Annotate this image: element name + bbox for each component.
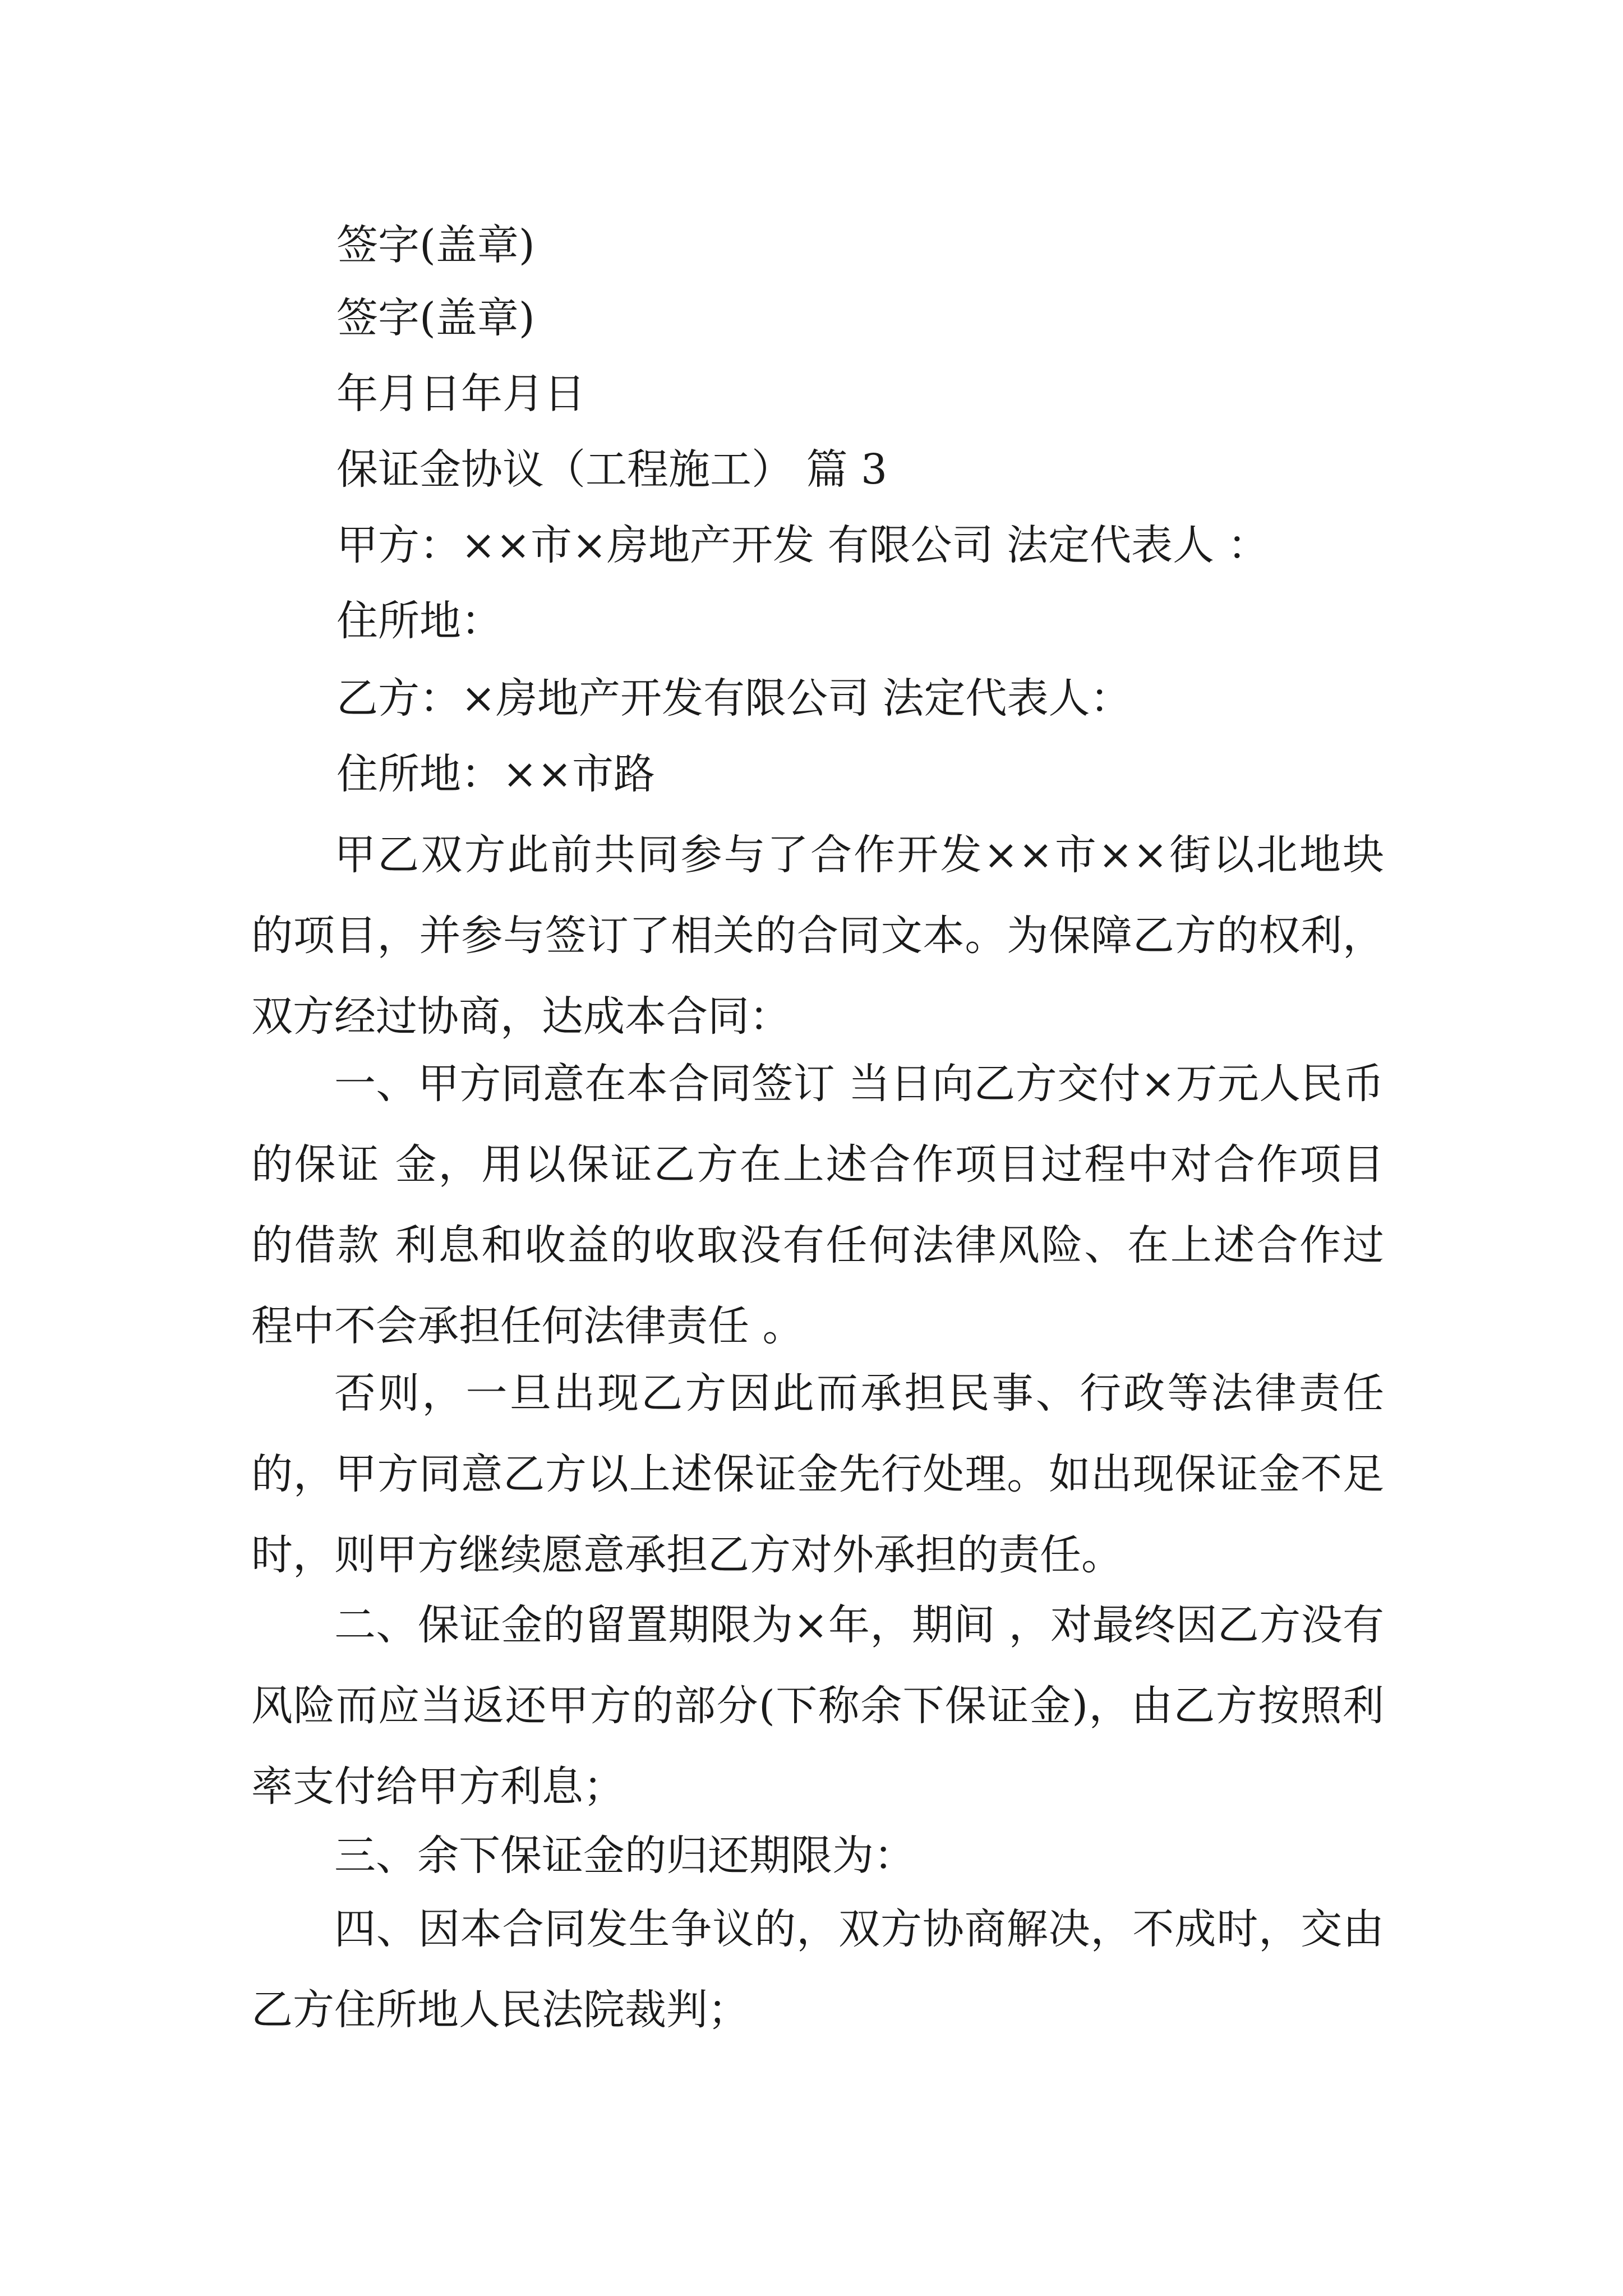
paragraph-preamble: 甲乙双方此前共同参与了合作开发××市××街以北地块的项目，并参与签订了相关的合同文本。为保障乙方的权利，双方经过协商，达成本合同： [251, 831, 1384, 1041]
party-b-address: 住所地：××市路 [336, 750, 656, 798]
paragraph-otherwise: 否则，一旦出现乙方因此而承担民事、行政等法律责任的，甲方同意乙方以上述保证金先行处理。如出现保证金不足时，则甲方继续愿意承担乙方对外承担的责任。 [251, 1369, 1384, 1579]
section-title: 保证金协议（工程施工） 篇 3 [336, 445, 888, 494]
paragraph-clause-1: 一、甲方同意在本合同签订 当日向乙方交付×万元人民币的保证 金，用以保证乙方在上述合作项目过程中对合作项目的借款 利息和收益的收取没有任何法律风险、在上述合作过程中不会承担任何法律责任 。 [251, 1060, 1384, 1350]
paragraph-clause-4: 四、因本合同发生争议的，双方协商解决，不成时，交由乙方住所地人民法院裁判； [251, 1905, 1384, 2034]
party-a-address: 住所地： [336, 597, 502, 645]
signature-line-1: 签字(盖章) [336, 221, 535, 269]
signature-line-2: 签字(盖章) [336, 294, 535, 342]
paragraph-clause-3: 三、余下保证金的归还期限为： [334, 1832, 915, 1880]
party-b-line: 乙方：×房地产开发有限公司 法定代表人： [336, 674, 1132, 723]
paragraph-clause-2: 二、保证金的留置期限为×年，期间 ，对最终因乙方没有风险而应当返还甲方的部分(下称余下保证金)，由乙方按照利率支付给甲方利息； [251, 1601, 1384, 1811]
date-line: 年月日年月日 [336, 370, 585, 418]
party-a-line: 甲方：××市×房地产开发 有限公司 法定代表人 ： [336, 521, 1269, 569]
